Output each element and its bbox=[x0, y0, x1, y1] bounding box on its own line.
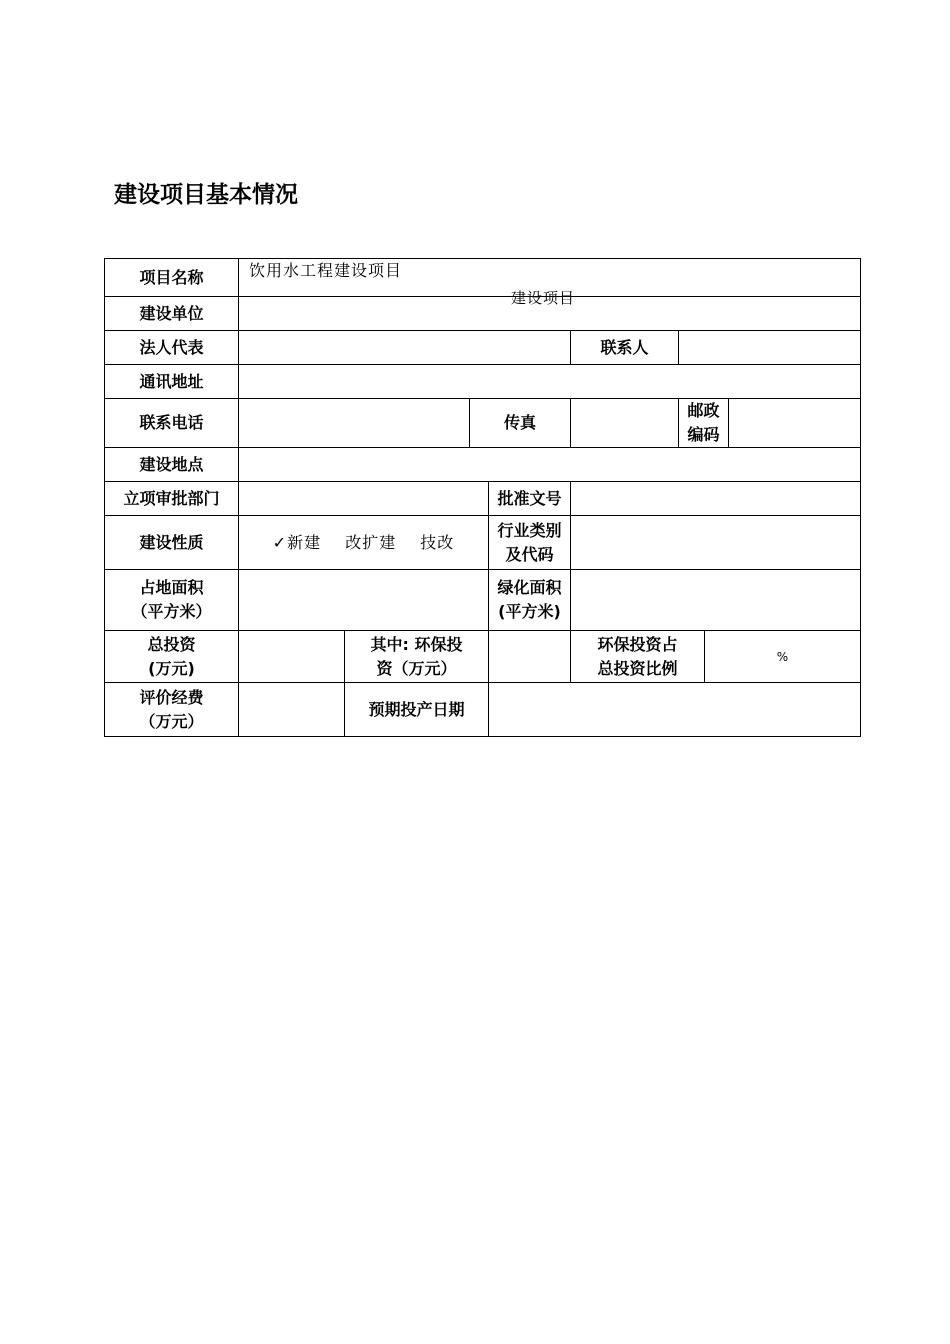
land-area-label: 占地面积 （平方米） bbox=[105, 570, 239, 631]
industry-label: 行业类别 及代码 bbox=[489, 516, 571, 570]
address-field[interactable] bbox=[239, 365, 861, 399]
green-area-label: 绿化面积 (平方米) bbox=[489, 570, 571, 631]
row-eval bbox=[105, 683, 861, 737]
contact-label: 联系人 bbox=[571, 331, 679, 365]
percent-unit: % bbox=[776, 650, 789, 664]
project-name-ghost-text: 建设项目 bbox=[511, 289, 576, 307]
total-investment-label: 总投资 (万元) bbox=[105, 631, 239, 683]
site-field[interactable] bbox=[239, 448, 861, 482]
row-nature bbox=[105, 516, 861, 570]
page-title: 建设项目基本情况 bbox=[114, 182, 298, 208]
nature-option-new[interactable]: ✓新建 bbox=[272, 532, 322, 552]
env-investment-field[interactable] bbox=[489, 631, 571, 683]
production-date-label: 预期投产日期 bbox=[345, 683, 489, 737]
project-info-table bbox=[104, 258, 861, 737]
fax-label: 传真 bbox=[470, 399, 571, 448]
eval-cost-label: 评价经费 （万元） bbox=[105, 683, 239, 737]
fax-field[interactable] bbox=[571, 399, 679, 448]
approval-doc-label: 批准文号 bbox=[489, 482, 571, 516]
address-label: 通讯地址 bbox=[105, 365, 239, 399]
row-area bbox=[105, 570, 861, 631]
row-site bbox=[105, 448, 861, 482]
project-name-field[interactable] bbox=[239, 259, 861, 307]
row-address bbox=[105, 365, 861, 399]
legal-rep-field[interactable] bbox=[239, 331, 571, 365]
env-investment-label: 其中: 环保投 资（万元） bbox=[345, 631, 489, 683]
nature-label: 建设性质 bbox=[105, 516, 239, 570]
zip-label: 邮政编码 bbox=[679, 399, 729, 448]
nature-option-expand[interactable]: 改扩建 bbox=[345, 532, 397, 552]
phone-label: 联系电话 bbox=[105, 399, 239, 448]
project-name-value: 饮用水工程建设项目 bbox=[249, 261, 403, 280]
row-approval bbox=[105, 482, 861, 516]
row-project-name bbox=[105, 259, 861, 297]
contact-field[interactable] bbox=[679, 331, 861, 365]
production-date-field[interactable] bbox=[489, 683, 861, 737]
nature-option-tech[interactable]: 技改 bbox=[420, 532, 455, 552]
land-area-field[interactable] bbox=[239, 570, 489, 631]
industry-field[interactable] bbox=[571, 516, 861, 570]
approval-dept-label: 立项审批部门 bbox=[105, 482, 239, 516]
project-name-label: 项目名称 bbox=[105, 259, 239, 297]
row-builder bbox=[105, 297, 861, 331]
phone-field[interactable] bbox=[239, 399, 470, 448]
row-legal-rep bbox=[105, 331, 861, 365]
legal-rep-label: 法人代表 bbox=[105, 331, 239, 365]
nature-options[interactable] bbox=[239, 516, 489, 570]
eval-cost-field[interactable] bbox=[239, 683, 345, 737]
env-ratio-label: 环保投资占 总投资比例 bbox=[571, 631, 705, 683]
env-ratio-field[interactable] bbox=[705, 631, 861, 683]
approval-doc-field[interactable] bbox=[571, 482, 861, 516]
row-investment bbox=[105, 631, 861, 683]
site-label: 建设地点 bbox=[105, 448, 239, 482]
builder-label: 建设单位 bbox=[105, 297, 239, 331]
total-investment-field[interactable] bbox=[239, 631, 345, 683]
row-phone bbox=[105, 399, 861, 448]
approval-dept-field[interactable] bbox=[239, 482, 489, 516]
zip-field[interactable] bbox=[729, 399, 861, 448]
green-area-field[interactable] bbox=[571, 570, 861, 631]
